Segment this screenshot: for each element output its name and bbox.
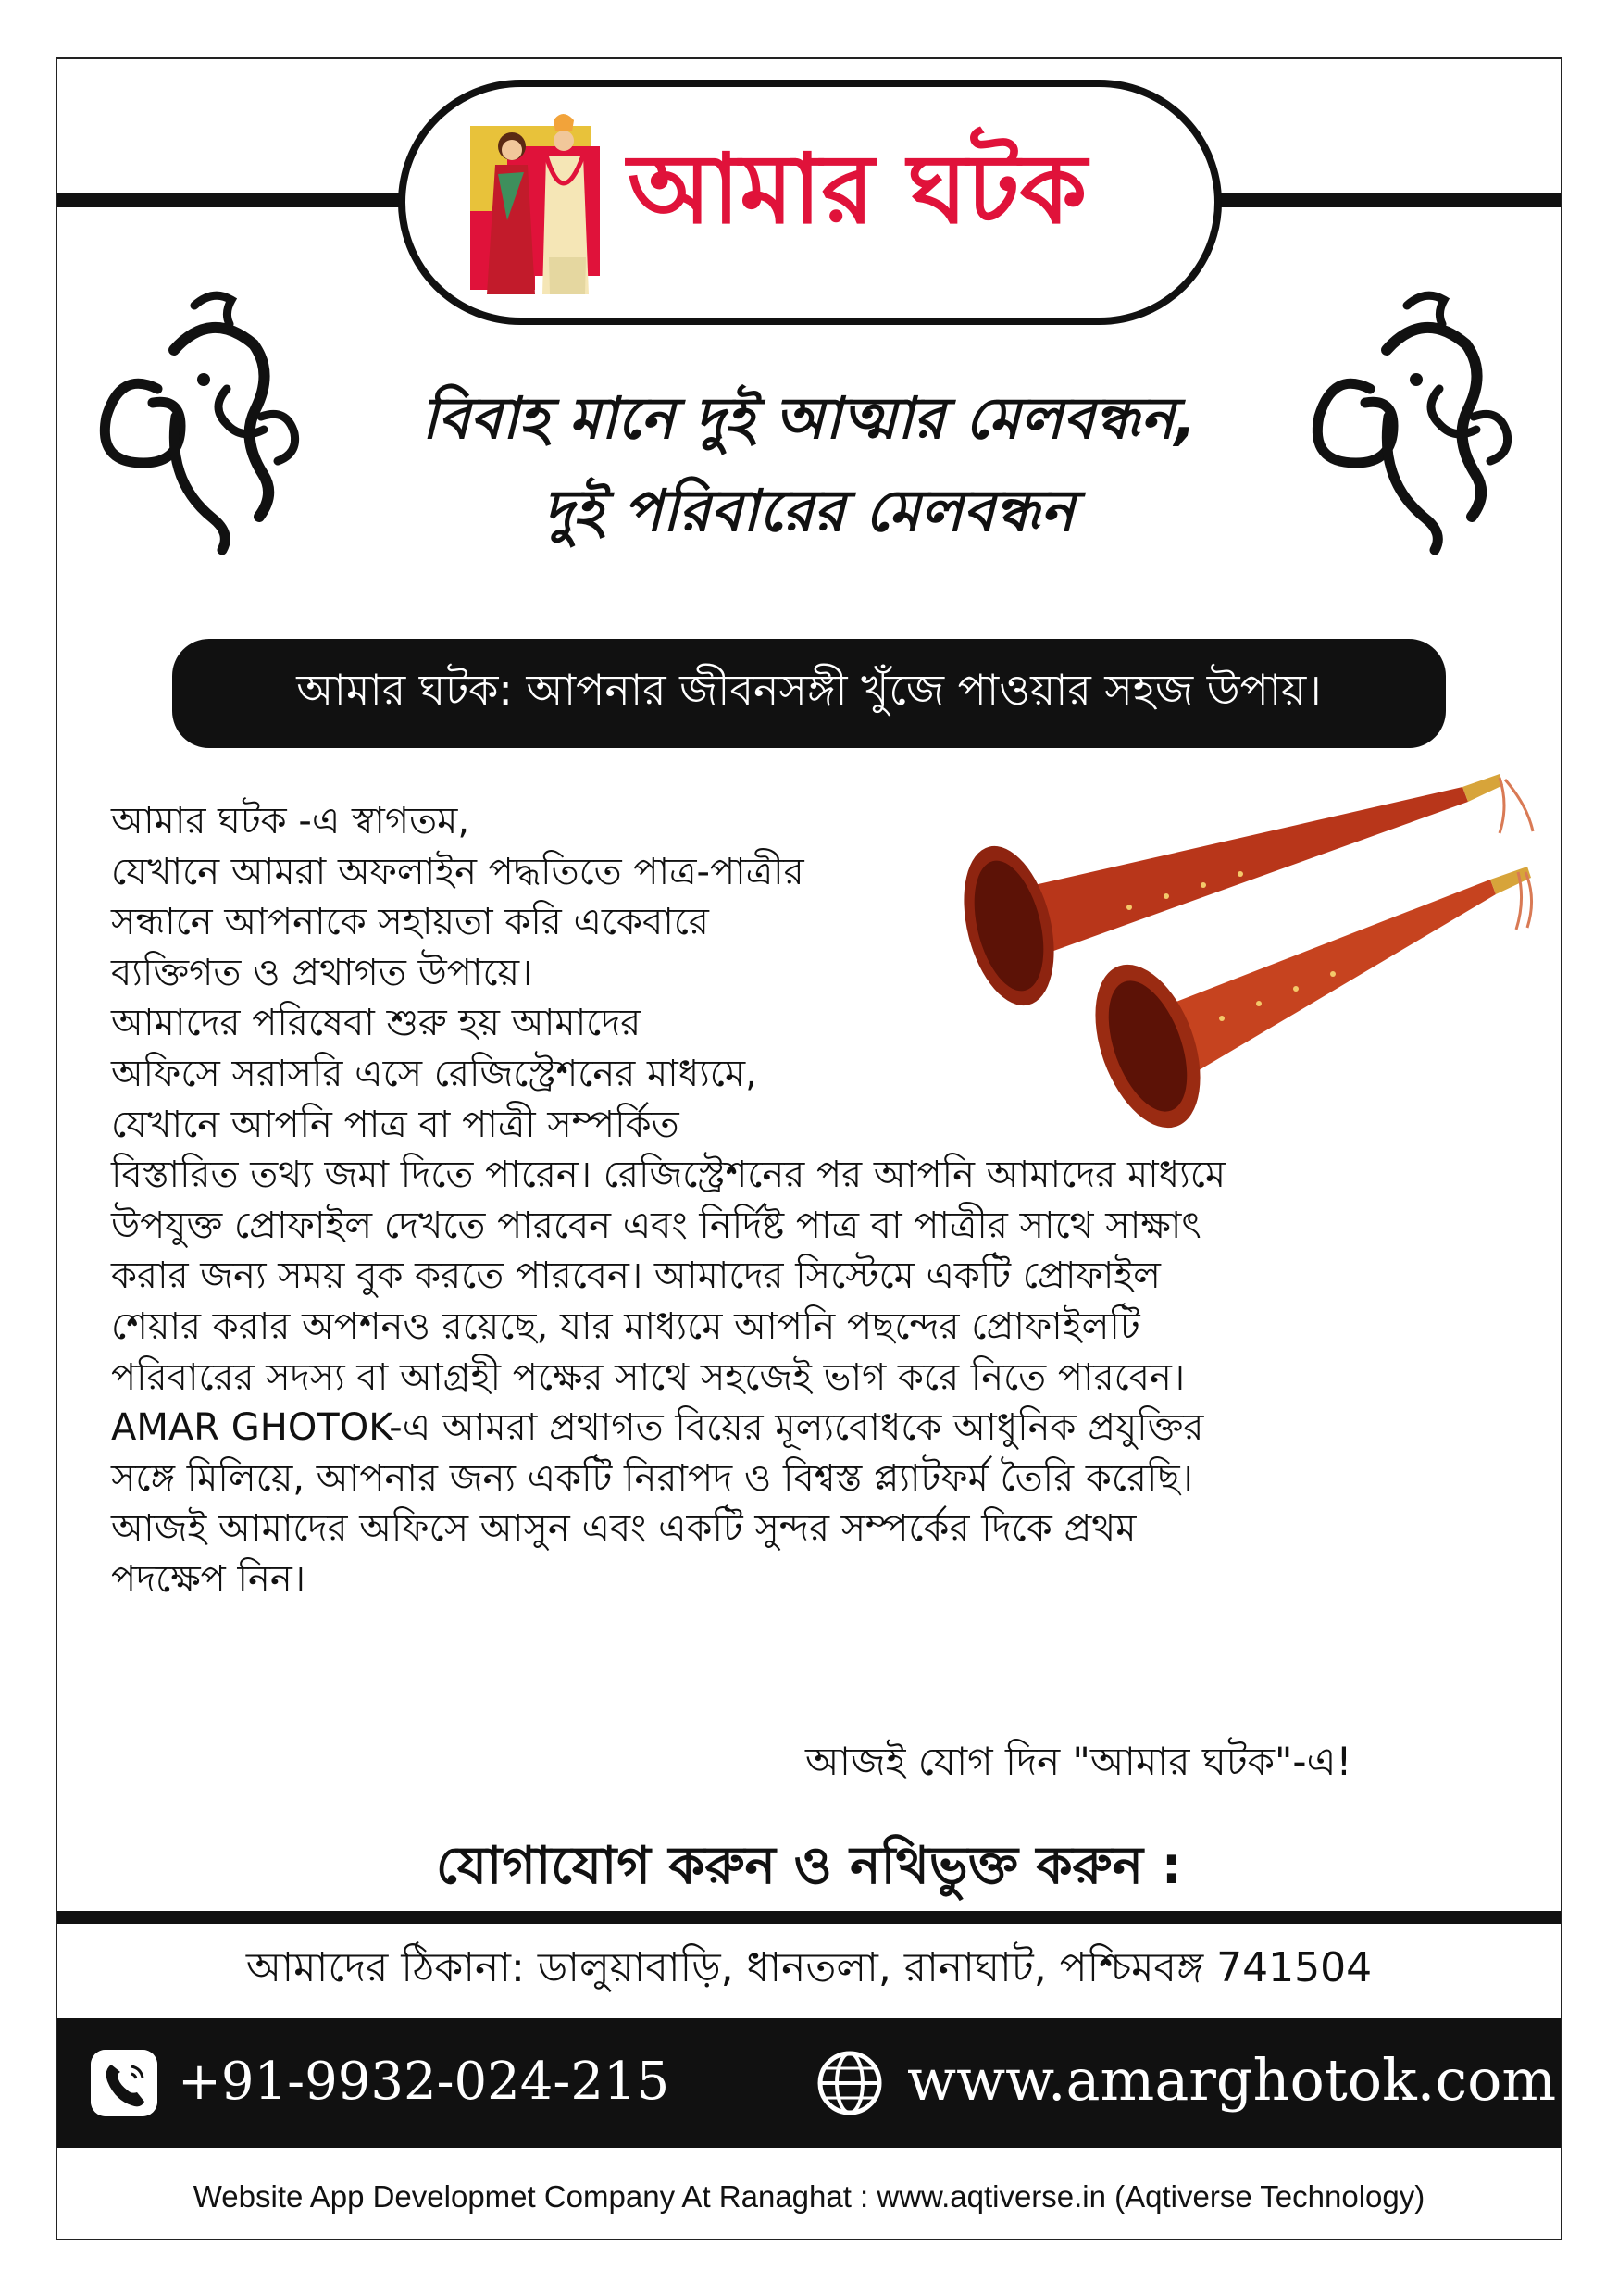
globe-icon: [816, 2050, 883, 2116]
body-line: যেখানে আমরা অফলাইন পদ্ধতিতে পাত্র-পাত্রীর: [111, 850, 804, 893]
body-line: ব্যক্তিগত ও প্রথাগত উপায়ে।: [111, 951, 533, 994]
body-line: করার জন্য সময় বুক করতে পারবেন। আমাদের সিস্টেমে একটি প্রোফাইল: [111, 1254, 1161, 1298]
body-line: আমার ঘটক -এ স্বাগতম,: [111, 800, 470, 842]
footer-credit: Website App Developmet Company At Ranaghat : www.aqtiverse.in (Aqtiverse Technology): [193, 2179, 1425, 2214]
tagline-line-2: দুই পরিবারের মেলবন্ধন: [543, 477, 1075, 544]
body-line: শেয়ার করার অপশনও রয়েছে, যার মাধ্যমে আপনি পছন্দের প্রোফাইলটি: [111, 1304, 1140, 1348]
contact-heading: যোগাযোগ করুন ও নথিভুক্ত করুন :: [436, 1836, 1182, 1896]
body-line: বিস্তারিত তথ্য জমা দিতে পারেন। রেজিস্ট্রেশনের পর আপনি আমাদের মাধ্যমে: [111, 1154, 1226, 1197]
tagline-line-1: বিবাহ মানে দুই আত্মার মেলবন্ধন,: [421, 384, 1197, 452]
address-line: আমাদের ঠিকানা: ডালুয়াবাড়ি, ধানতলা, রানাঘাট, পশ্চিমবঙ্গ 741504: [245, 1944, 1373, 1991]
tagline: [278, 372, 1340, 557]
logo-badge[interactable]: [398, 80, 1222, 325]
body-line: AMAR GHOTOK-এ আমরা প্রথাগত বিয়ের মূল্যবোধকে আধুনিক প্রযুক্তির: [111, 1406, 1204, 1450]
body-line: আমাদের পরিষেবা শুরু হয় আমাদের: [111, 1002, 641, 1045]
body-line: সঙ্গে মিলিয়ে, আপনার জন্য একটি নিরাপদ ও বিশ্বস্ত প্ল্যাটফর্ম তৈরি করেছি।: [111, 1456, 1193, 1500]
slogan-banner: আমার ঘটক: আপনার জীবনসঙ্গী খুঁজে পাওয়ার সহজ উপায়।: [172, 639, 1446, 748]
body-line: যেখানে আপনি পাত্র বা পাত্রী সম্পর্কিত: [111, 1103, 679, 1146]
body-line: অফিসে সরাসরি এসে রেজিস্ট্রেশনের মাধ্যমে,: [111, 1052, 757, 1095]
body-line: পদক্ষেপ নিন।: [111, 1557, 306, 1601]
body-line: পরিবারের সদস্য বা আগ্রহী পক্ষের সাথে সহজেই ভাগ করে নিতে পারবেন।: [111, 1355, 1186, 1399]
contact-bar: [57, 2018, 1561, 2148]
phone-icon: [91, 2050, 157, 2116]
divider-rule: [57, 1911, 1561, 1924]
body-line: সন্ধানে আপনাকে সহায়তা করি একেবারে: [111, 901, 709, 944]
logo-wordmark: আমার ঘটক: [628, 132, 1088, 245]
website-link[interactable]: www.amarghotok.com: [907, 2046, 1557, 2114]
body-line: উপযুক্ত প্রোফাইল দেখতে পারবেন এবং নির্দিষ্ট পাত্র বা পাত্রীর সাথে সাক্ষাৎ: [111, 1204, 1201, 1247]
body-text: [111, 796, 1481, 1605]
phone-number[interactable]: +91-9932-024-215: [178, 2052, 670, 2112]
body-line: আজই আমাদের অফিসে আসুন এবং একটি সুন্দর সম্পর্কের দিকে প্রথম: [111, 1507, 1137, 1551]
couple-icon: [470, 109, 609, 299]
join-cta: আজই যোগ দিন "আমার ঘটক"-এ!: [805, 1739, 1352, 1784]
